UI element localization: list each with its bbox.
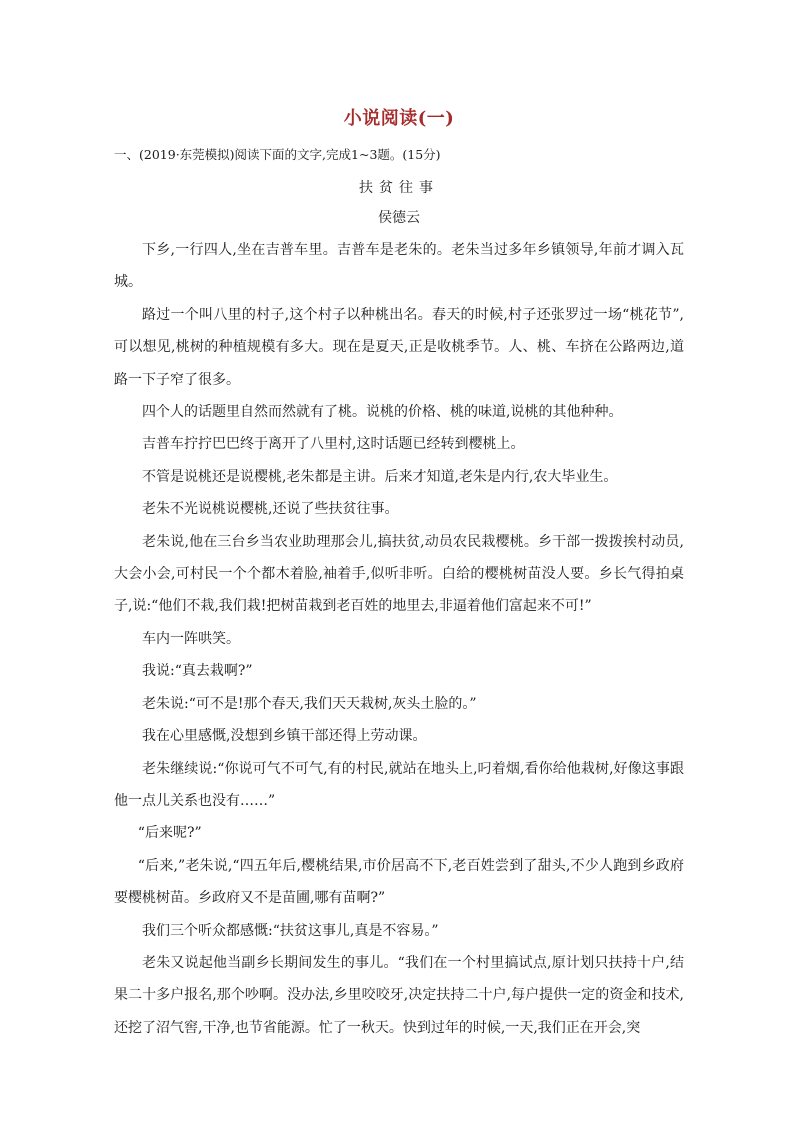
paragraph: 我们三个听众都感慨:“扶贫这事儿,真是不容易。” (142, 922, 439, 939)
document-title: 小说阅读(一) (343, 108, 455, 129)
paragraph: 四个人的话题里自然而然就有了桃。说桃的价格、桃的味道,说桃的其他种种。 (142, 404, 623, 421)
paragraph: 车内一阵哄笑。 (142, 630, 240, 647)
question-header: 一、(2019·东莞模拟)阅读下面的文字,完成1~3题。(15分) (114, 147, 441, 162)
paragraph: 老朱又说起他当副乡长期间发生的事儿。“我们在一个村里搞试点,原计划只扶持十户,结果二十多户报名,那个吵啊。没办法,乡里咬咬牙,决定扶持二十户,每户提供一定的资金和技术,还挖了沼气窖,干净,也节省能源。忙了一秋天。快到过年的时候,一天,我们正在开会,突 (114, 954, 684, 1036)
paragraph: “后来呢?” (137, 825, 202, 842)
story-body (114, 234, 684, 1044)
paragraph: 我说:“真去栽啊?” (142, 663, 253, 680)
paragraph: 路过一个叫八里的村子,这个村子以种桃出名。春天的时候,村子还张罗过一场“桃花节”,可以想见,桃树的种植规模有多大。现在是夏天,正是收桃季节。人、桃、车挤在公路两边,道路一下子窄了很多。 (114, 306, 684, 388)
paragraph: 老朱说,他在三台乡当农业助理那会儿,搞扶贫,动员农民栽樱桃。乡干部一拨拨挨村动员,大会小会,可村民一个个都木着脸,袖着手,似听非听。白给的樱桃树苗没人要。乡长气得拍桌子,说:“他们不栽,我们栽!把树苗栽到老百姓的地里去,非逼着他们富起来不可!” (114, 533, 684, 615)
paragraph: 我在心里感慨,没想到乡镇干部还得上劳动课。 (142, 728, 427, 745)
story-author: 侯德云 (378, 210, 420, 226)
paragraph: “后来,”老朱说,“四五年后,樱桃结果,市价居高不下,老百姓尝到了甜头,不少人跑到乡政府要樱桃树苗。乡政府又不是苗圃,哪有苗啊?” (114, 857, 684, 907)
paragraph: 下乡,一行四人,坐在吉普车里。吉普车是老朱的。老朱当过多年乡镇领导,年前才调入瓦城。 (114, 242, 684, 291)
paragraph: 不管是说桃还是说樱桃,老朱都是主讲。后来才知道,老朱是内行,农大毕业生。 (142, 468, 618, 485)
paragraph: 老朱不光说桃说樱桃,还说了些扶贫往事。 (142, 501, 399, 518)
paragraph: 吉普车拧拧巴巴终于离开了八里村,这时话题已经转到樱桃上。 (142, 436, 525, 453)
paragraph: 老朱继续说:“你说可气不可气,有的村民,就站在地头上,叼着烟,看你给他栽树,好像这事跟他一点儿关系也没有……” (114, 760, 684, 809)
story-title: 扶贫往事 (359, 180, 439, 196)
paragraph: 老朱说:“可不是!那个春天,我们天天栽树,灰头土脸的。” (142, 695, 477, 712)
